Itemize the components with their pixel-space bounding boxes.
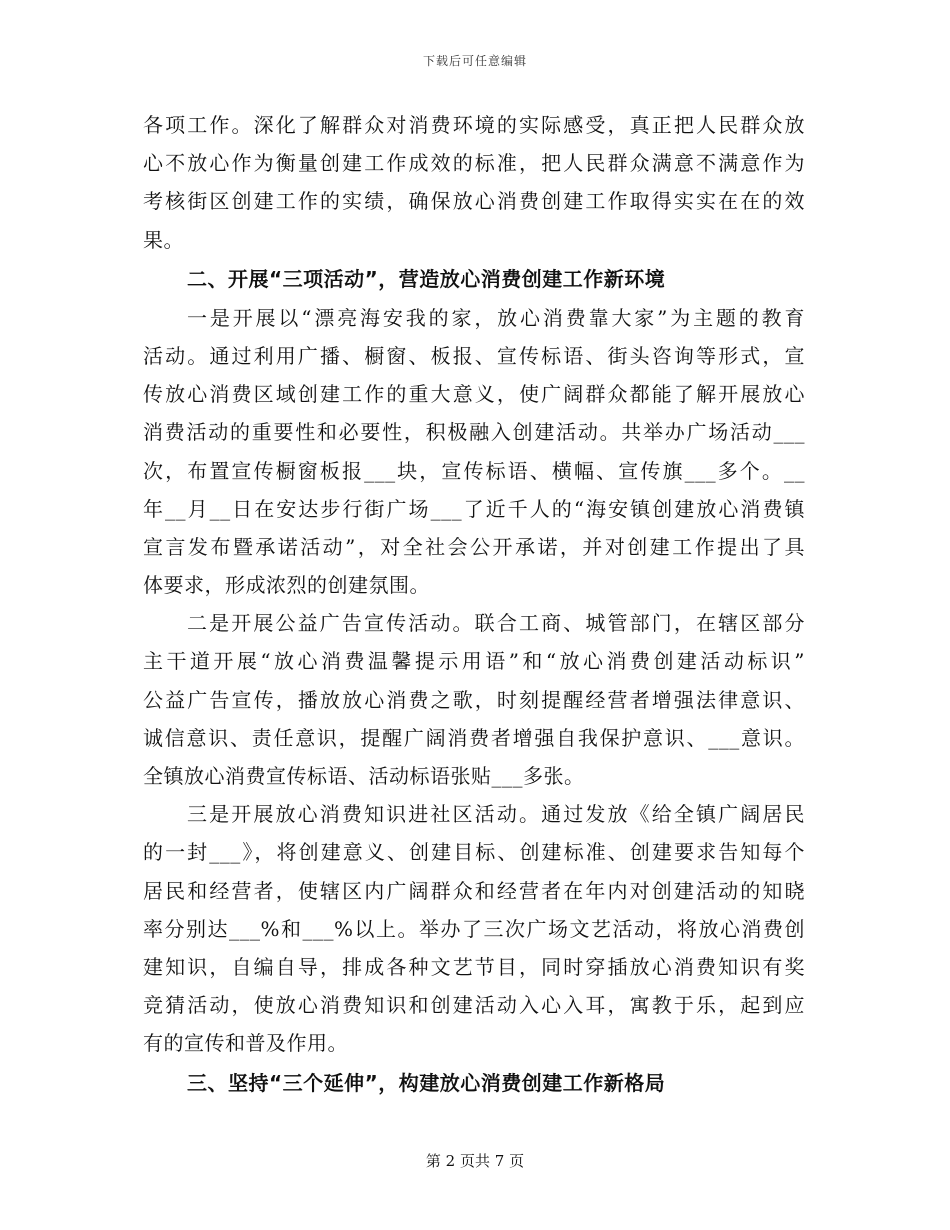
body-line: 率分别达___%和___%以上。举办了三次广场文艺活动，将放心消费创 [143, 916, 805, 941]
body-line: 次，布置宣传橱窗板报___块，宣传标语、横幅、宣传旗___多个。__ [143, 458, 805, 483]
body-line: 诚信意识、责任意识，提醒广阔消费者增强自我保护意识、___意识。 [143, 725, 805, 750]
body-line: 建知识，自编自导，排成各种文艺节目，同时穿插放心消费知识有奖 [143, 954, 805, 979]
body-line: 居民和经营者，使辖区内广阔群众和经营者在年内对创建活动的知晓 [143, 878, 805, 903]
body-line: 传放心消费区域创建工作的重大意义，使广阔群众都能了解开展放心 [143, 382, 805, 407]
body-line: 全镇放心消费宣传标语、活动标语张贴___多张。 [143, 764, 585, 788]
body-line: 一是开展以“漂亮海安我的家，放心消费靠大家”为主题的教育 [187, 305, 805, 330]
body-line: 各项工作。深化了解群众对消费环境的实际感受，真正把人民群众放 [143, 113, 805, 137]
body-line: 考核街区创建工作的实绩，确保放心消费创建工作取得实实在在的效 [143, 189, 805, 214]
body-line: 体要求，形成浓烈的创建氛围。 [143, 573, 430, 598]
body-line: 主干道开展“放心消费温馨提示用语”和“放心消费创建活动标识” [143, 649, 805, 674]
section-heading-2: 二、开展“三项活动”，营造放心消费创建工作新环境 [187, 266, 666, 291]
body-line: 公益广告宣传，播放放心消费之歌，时刻提醒经营者增强法律意识、 [143, 687, 805, 712]
document-body [143, 106, 805, 1103]
page-number: 第 2 页共 7 页 [425, 1152, 525, 1170]
page-header: 下载后可任意编辑 [422, 54, 527, 68]
body-line: 二是开展公益广告宣传活动。联合工商、城管部门，在辖区部分 [187, 611, 805, 636]
body-line: 的一封___》，将创建意义、创建目标、创建标准、创建要求告知每个 [143, 840, 805, 865]
body-line: 活动。通过利用广播、橱窗、板报、宣传标语、街头咨询等形式，宣 [143, 343, 805, 368]
body-line: 竞猜活动，使放心消费知识和创建活动入心入耳，寓教于乐，起到应 [143, 993, 805, 1018]
body-line: 年__月__日在安达步行街广场___了近千人的“海安镇创建放心消费镇 [143, 496, 805, 521]
body-line: 果。 [143, 227, 184, 252]
body-line: 心不放心作为衡量创建工作成效的标准，把人民群众满意不满意作为 [143, 151, 805, 176]
section-heading-3: 三、坚持“三个延伸”，构建放心消费创建工作新格局 [187, 1070, 666, 1095]
body-line: 三是开展放心消费知识进社区活动。通过发放《给全镇广阔居民 [187, 802, 805, 827]
body-line: 宣言发布暨承诺活动”，对全社会公开承诺，并对创建工作提出了具 [143, 534, 805, 559]
body-line: 有的宣传和普及作用。 [143, 1031, 348, 1056]
body-line: 消费活动的重要性和必要性，积极融入创建活动。共举办广场活动___ [143, 420, 805, 445]
